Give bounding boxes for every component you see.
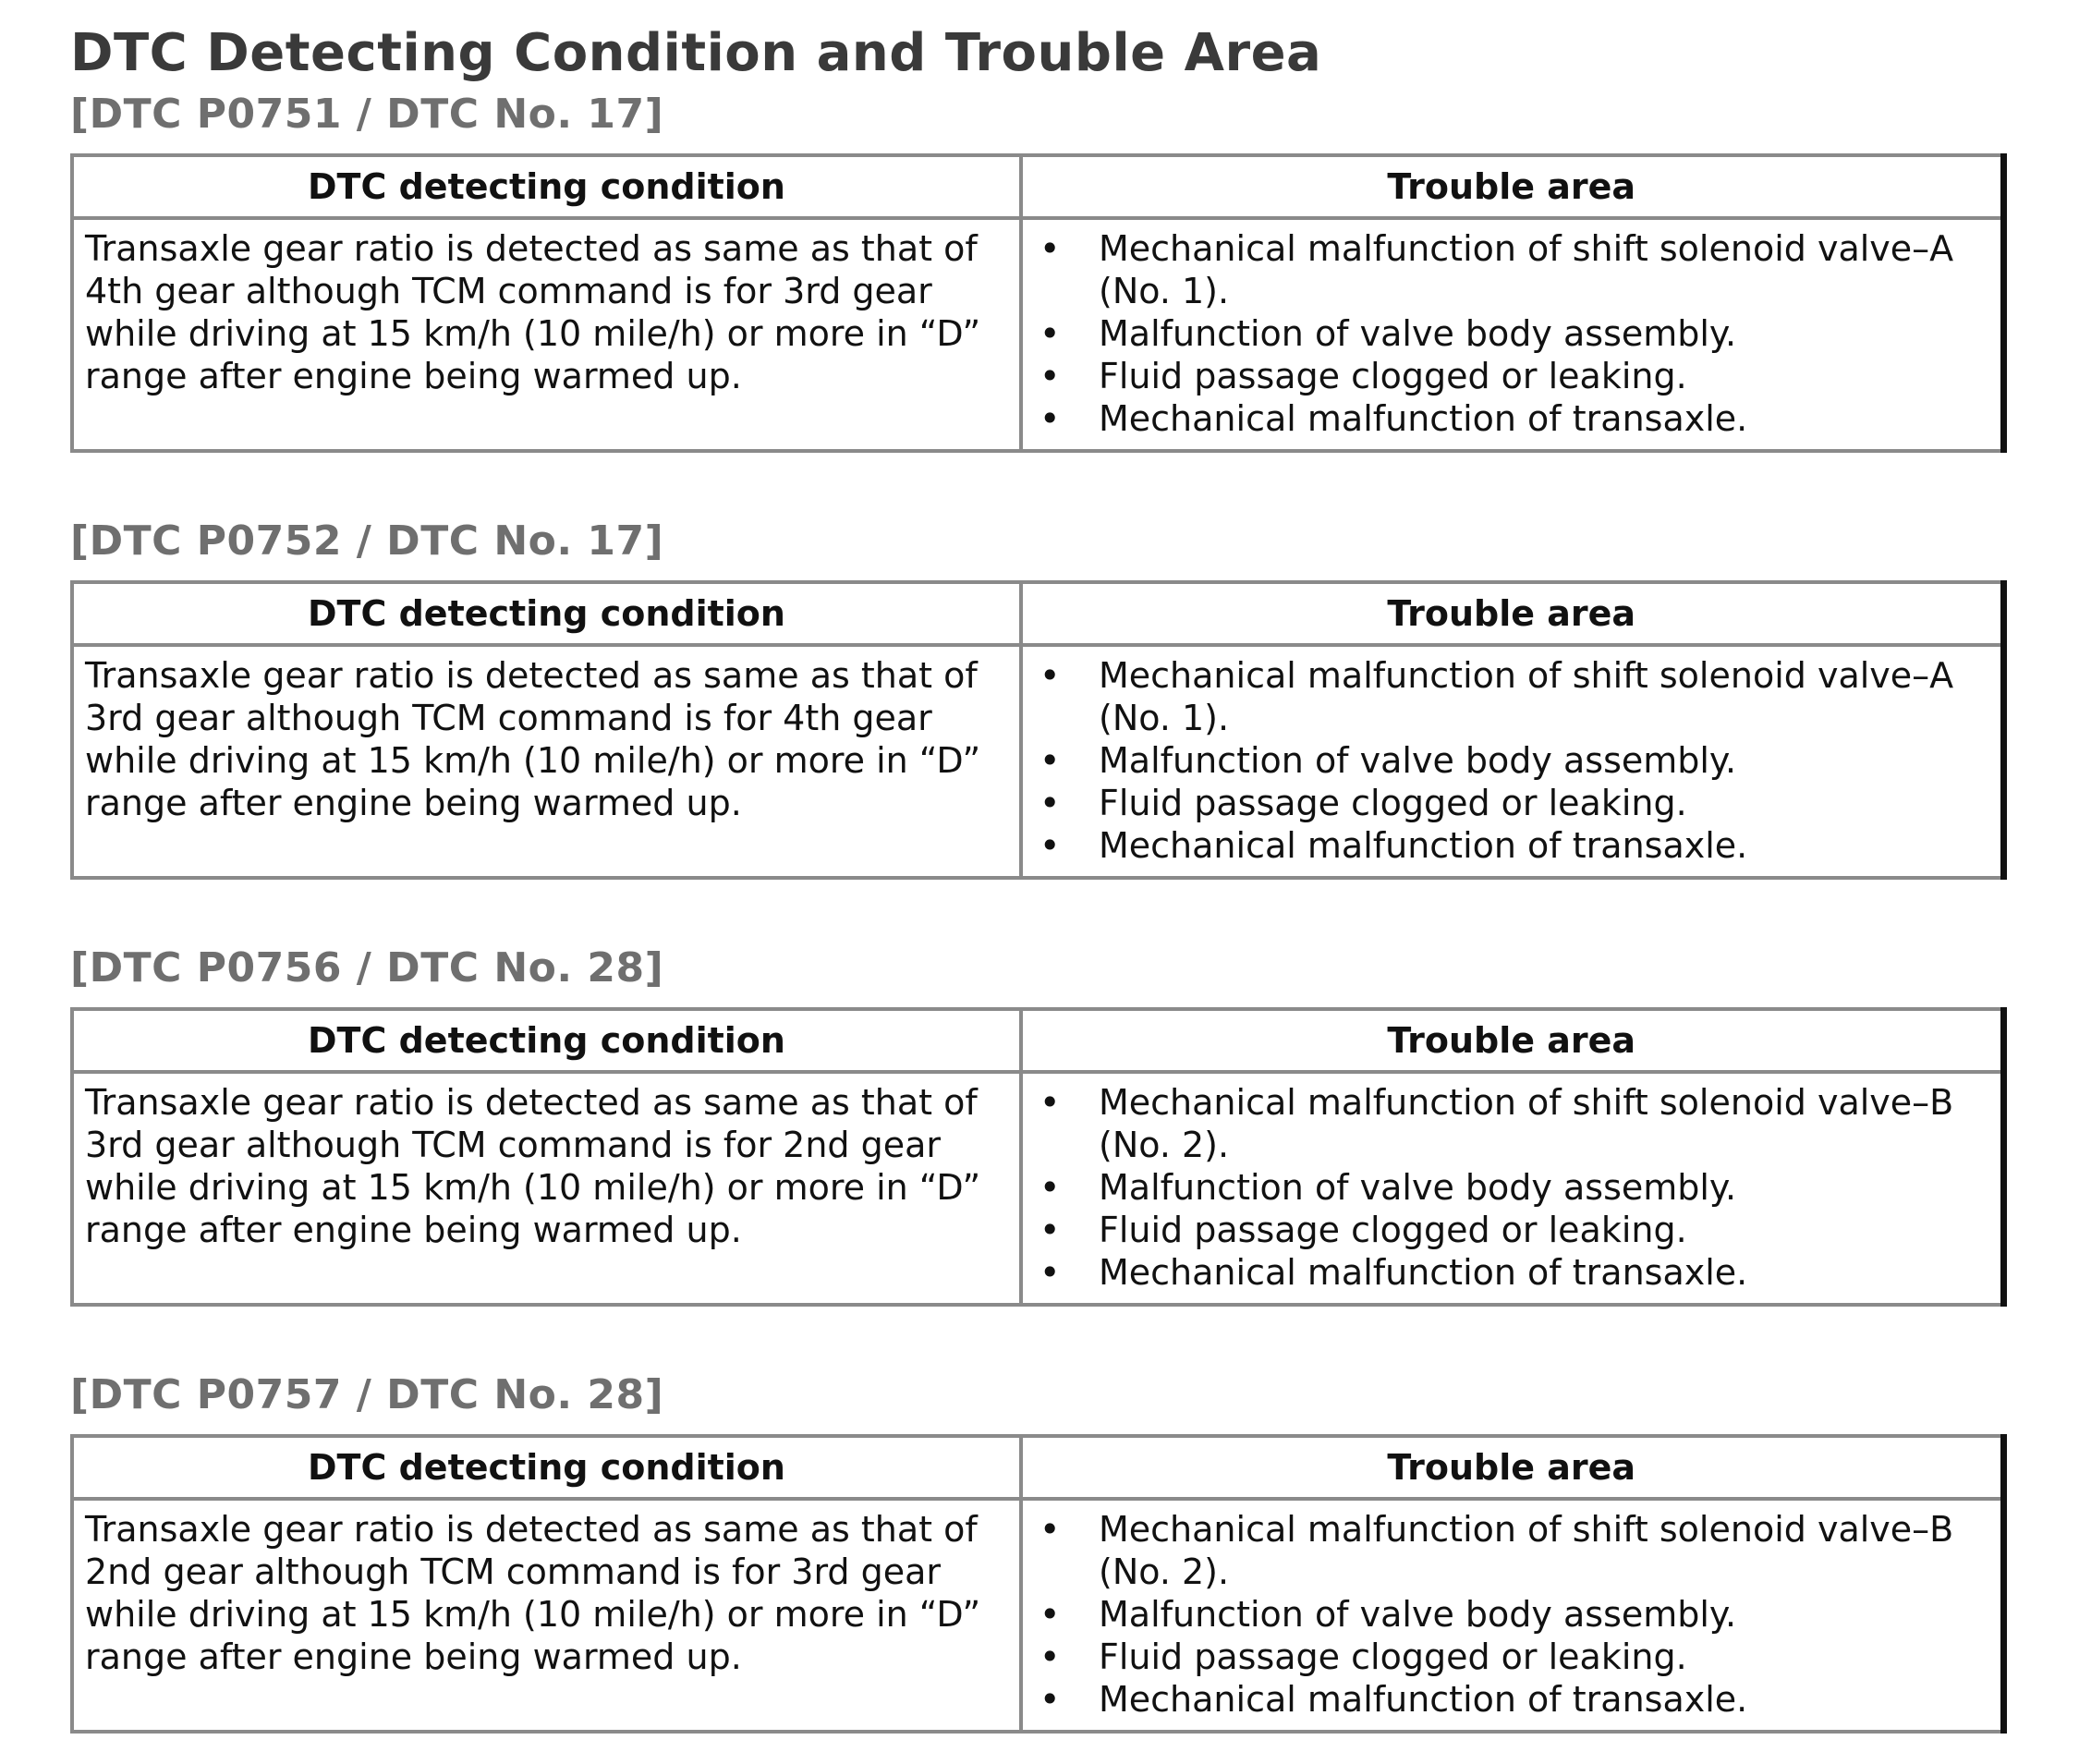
trouble-item-text: Fluid passage clogged or leaking. [1099,1210,1687,1250]
trouble-cell [1021,645,2003,878]
trouble-list-item [1032,739,1991,782]
trouble-header: Trouble area [1021,1009,2003,1072]
bullet-icon: • [1040,655,1061,696]
trouble-cell [1021,1072,2003,1305]
dtc-section [70,87,2001,453]
dtc-code-heading: [DTC P0756 / DTC No. 28] [70,944,664,991]
condition-cell [72,1072,1021,1305]
trouble-item-text: Mechanical malfunction of shift solenoid valve–B (No. 2). [1099,1509,1954,1592]
table-header-row [72,155,2003,218]
trouble-list-item [1032,1166,1991,1209]
trouble-list [1032,1508,1991,1721]
trouble-cell [1021,218,2003,451]
bullet-icon: • [1040,1636,1061,1677]
condition-header: DTC detecting condition [72,1436,1021,1499]
condition-cell [72,1499,1021,1732]
table-row [72,1499,2003,1732]
condition-text: Transaxle gear ratio is detected as same as that of 3rd gear although TCM command is for 2nd gear while driving at 15 km/h (10 mile/h) or more in “D” range after engine being warmed up. [85,1082,981,1250]
bullet-icon: • [1040,1082,1061,1123]
condition-header: DTC detecting condition [72,582,1021,645]
trouble-header: Trouble area [1021,582,2003,645]
page-title: DTC Detecting Condition and Trouble Area [70,23,1322,83]
bullet-icon: • [1040,398,1061,439]
trouble-item-text: Mechanical malfunction of transaxle. [1099,398,1748,439]
dtc-table [70,153,2007,453]
condition-text: Transaxle gear ratio is detected as same as that of 2nd gear although TCM command is for 3rd gear while driving at 15 km/h (10 mile/h) or more in “D” range after engine being warmed up. [85,1509,981,1677]
trouble-list-item [1032,312,1991,355]
bullet-icon: • [1040,228,1061,269]
trouble-item-text: Malfunction of valve body assembly. [1099,1167,1737,1208]
trouble-item-text: Malfunction of valve body assembly. [1099,313,1737,354]
trouble-list-item [1032,1081,1991,1166]
trouble-list [1032,1081,1991,1294]
bullet-icon: • [1040,1210,1061,1250]
trouble-list [1032,227,1991,440]
trouble-item-text: Fluid passage clogged or leaking. [1099,1636,1687,1677]
condition-text: Transaxle gear ratio is detected as same as that of 4th gear although TCM command is for 3rd gear while driving at 15 km/h (10 mile/h) or more in “D” range after engine being warmed up. [85,228,981,396]
bullet-icon: • [1040,740,1061,781]
trouble-list-item [1032,227,1991,312]
dtc-sections [70,87,2001,1734]
trouble-list-item [1032,654,1991,739]
document-page [70,20,2001,1734]
table-header-row [72,1436,2003,1499]
trouble-list-item [1032,1251,1991,1294]
trouble-item-text: Malfunction of valve body assembly. [1099,1594,1737,1635]
trouble-item-text: Fluid passage clogged or leaking. [1099,356,1687,396]
trouble-cell [1021,1499,2003,1732]
dtc-section [70,514,2001,880]
table-header-row [72,582,2003,645]
dtc-code-heading: [DTC P0752 / DTC No. 17] [70,517,664,565]
trouble-list-item [1032,1593,1991,1636]
dtc-section [70,941,2001,1307]
trouble-list-item [1032,355,1991,397]
trouble-item-text: Mechanical malfunction of shift solenoid valve–A (No. 1). [1099,228,1954,311]
condition-text: Transaxle gear ratio is detected as same as that of 3rd gear although TCM command is for 4th gear while driving at 15 km/h (10 mile/h) or more in “D” range after engine being warmed up. [85,655,981,823]
dtc-code-heading: [DTC P0757 / DTC No. 28] [70,1371,664,1418]
bullet-icon: • [1040,1509,1061,1550]
trouble-item-text: Mechanical malfunction of transaxle. [1099,1252,1748,1293]
condition-cell [72,645,1021,878]
trouble-item-text: Mechanical malfunction of transaxle. [1099,1679,1748,1720]
table-header-row [72,1009,2003,1072]
trouble-header: Trouble area [1021,1436,2003,1499]
trouble-list-item [1032,1508,1991,1593]
condition-cell [72,218,1021,451]
bullet-icon: • [1040,1594,1061,1635]
bullet-icon: • [1040,825,1061,866]
trouble-item-text: Mechanical malfunction of transaxle. [1099,825,1748,866]
dtc-code-heading: [DTC P0751 / DTC No. 17] [70,91,664,138]
bullet-icon: • [1040,783,1061,823]
dtc-table [70,580,2007,880]
table-row [72,645,2003,878]
bullet-icon: • [1040,313,1061,354]
trouble-list-item [1032,1636,1991,1678]
bullet-icon: • [1040,356,1061,396]
dtc-table [70,1007,2007,1307]
trouble-list-item [1032,1209,1991,1251]
trouble-item-text: Mechanical malfunction of shift solenoid valve–A (No. 1). [1099,655,1954,738]
trouble-list-item [1032,397,1991,440]
bullet-icon: • [1040,1167,1061,1208]
bullet-icon: • [1040,1679,1061,1720]
bullet-icon: • [1040,1252,1061,1293]
trouble-item-text: Mechanical malfunction of shift solenoid valve–B (No. 2). [1099,1082,1954,1165]
condition-header: DTC detecting condition [72,1009,1021,1072]
table-row [72,1072,2003,1305]
trouble-list [1032,654,1991,867]
dtc-section [70,1368,2001,1734]
trouble-header: Trouble area [1021,155,2003,218]
trouble-list-item [1032,1678,1991,1721]
trouble-list-item [1032,782,1991,824]
trouble-item-text: Fluid passage clogged or leaking. [1099,783,1687,823]
dtc-table [70,1434,2007,1734]
trouble-item-text: Malfunction of valve body assembly. [1099,740,1737,781]
condition-header: DTC detecting condition [72,155,1021,218]
table-row [72,218,2003,451]
trouble-list-item [1032,824,1991,867]
